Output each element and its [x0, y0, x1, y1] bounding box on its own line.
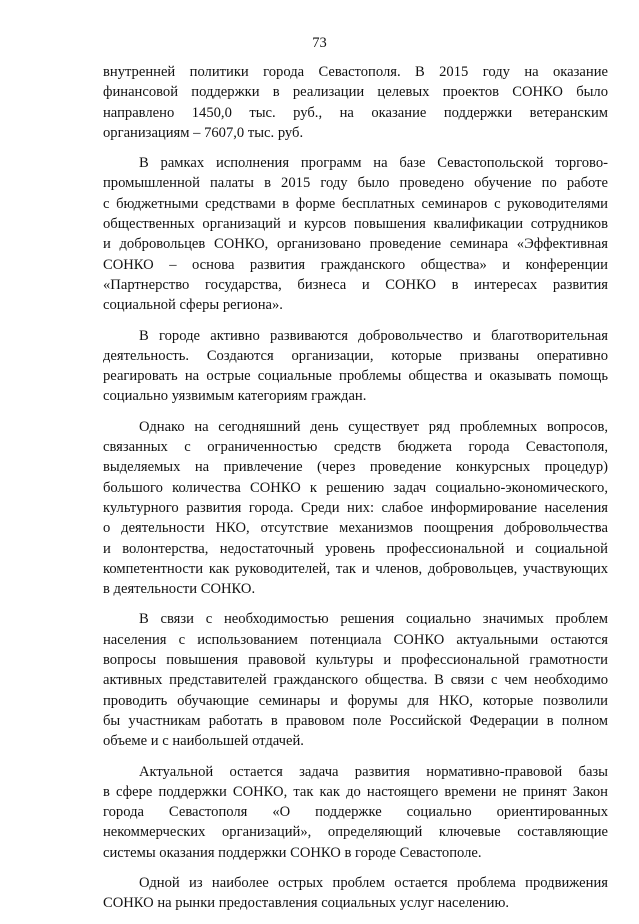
text-line: СОНКО – основа развития гражданского общества» и конференции — [103, 256, 608, 273]
paragraph — [103, 762, 608, 863]
paragraph — [103, 609, 608, 751]
paragraph — [103, 417, 608, 600]
text-line: в деятельности СОНКО. — [103, 581, 256, 598]
text-line: внутренней политики города Севастополя. В 2015 году на оказание — [103, 64, 608, 80]
text-line: проводить обучающие семинары и форумы для НКО, которые позволили — [103, 692, 608, 709]
text-line: города Севастополя «О поддержке социально ориентированных — [103, 804, 608, 821]
text-line: большого количества СОНКО к решению задач социально-экономического, — [103, 479, 608, 496]
text-line: культурного развития города. Среди них: слабое информирование населения — [103, 499, 608, 516]
text-line: организациям – 7607,0 тыс. руб. — [103, 124, 304, 141]
text-line: социально уязвимым категориям граждан. — [103, 388, 367, 405]
text-line: и волонтерства, недостаточный уровень профессиональной и социальной — [103, 540, 608, 557]
page-number: 73 — [312, 35, 327, 51]
text-line: в сфере поддержки СОНКО, так как до настоящего времени не принят Закон — [103, 783, 608, 800]
text-line: направлено 1450,0 тыс. руб., на оказание поддержки ветеранским — [103, 104, 608, 121]
text-line: В связи с необходимостью решения социально значимых проблем — [139, 611, 608, 628]
text-line: В рамках исполнения программ на базе Севастопольской торгово- — [139, 155, 608, 172]
text-line: СОНКО на рынки предоставления социальных услуг населению. — [103, 895, 510, 912]
text-line: связанных с ограниченностью средств бюджета города Севастополя, — [103, 439, 608, 456]
text-line: реагировать на острые социальные проблемы общества и оказывать помощь — [103, 368, 608, 385]
text-line: о деятельности НКО, отсутствие механизмов поощрения добровольчества — [103, 520, 608, 537]
paragraph — [103, 326, 608, 407]
text-line: объеме и с наибольшей отдачей. — [103, 733, 304, 750]
text-line: с бюджетными средствами в форме бесплатных семинаров с руководителями — [103, 195, 608, 212]
text-line: В городе активно развиваются добровольчество и благотворительная — [139, 327, 608, 344]
text-line: активных представителей гражданского общества. В связи с чем необходимо — [103, 672, 608, 689]
text-line: и добровольцев СОНКО, организовано проведение семинара «Эффективная — [103, 236, 608, 253]
text-line: Актуальной остается задача развития нормативно-правовой базы — [139, 763, 608, 780]
paragraph — [103, 873, 608, 914]
text-line: населения с использованием потенциала СОНКО актуальными остаются — [103, 631, 608, 648]
text-line: некоммерческих организаций», определяющий ключевые составляющие — [103, 824, 608, 841]
text-line: Одной из наиболее острых проблем остается проблема продвижения — [139, 874, 608, 891]
text-line: финансовой поддержки в реализации целевых проектов СОНКО было — [103, 84, 608, 101]
text-line: системы оказания поддержки СОНКО в городе Севастополе. — [103, 844, 482, 861]
text-line: бы участникам работать в правовом поле Российской Федерации в полном — [103, 712, 608, 729]
document-body — [103, 62, 608, 924]
text-line: «Партнерство государства, бизнеса и СОНКО в интересах развития — [103, 276, 608, 293]
text-line: вопросы повышения правовой культуры и профессиональной грамотности — [103, 652, 608, 669]
text-line: социальной сферы региона». — [103, 297, 283, 314]
text-line: компетентности как руководителей, так и членов, добровольцев, участвующих — [103, 560, 608, 577]
text-line: общественных организаций и курсов повышения квалификации сотрудников — [103, 216, 608, 233]
paragraph — [103, 62, 608, 143]
text-line: Однако на сегодняшний день существует ряд проблемных вопросов, — [139, 418, 608, 435]
text-line: деятельность. Создаются организации, которые призваны оперативно — [103, 347, 608, 364]
text-line: промышленной палаты в 2015 году было проведено обучение по работе — [103, 175, 608, 192]
paragraph — [103, 153, 608, 315]
text-line: выделяемых на привлечение (через проведение конкурсных процедур) — [103, 459, 608, 476]
